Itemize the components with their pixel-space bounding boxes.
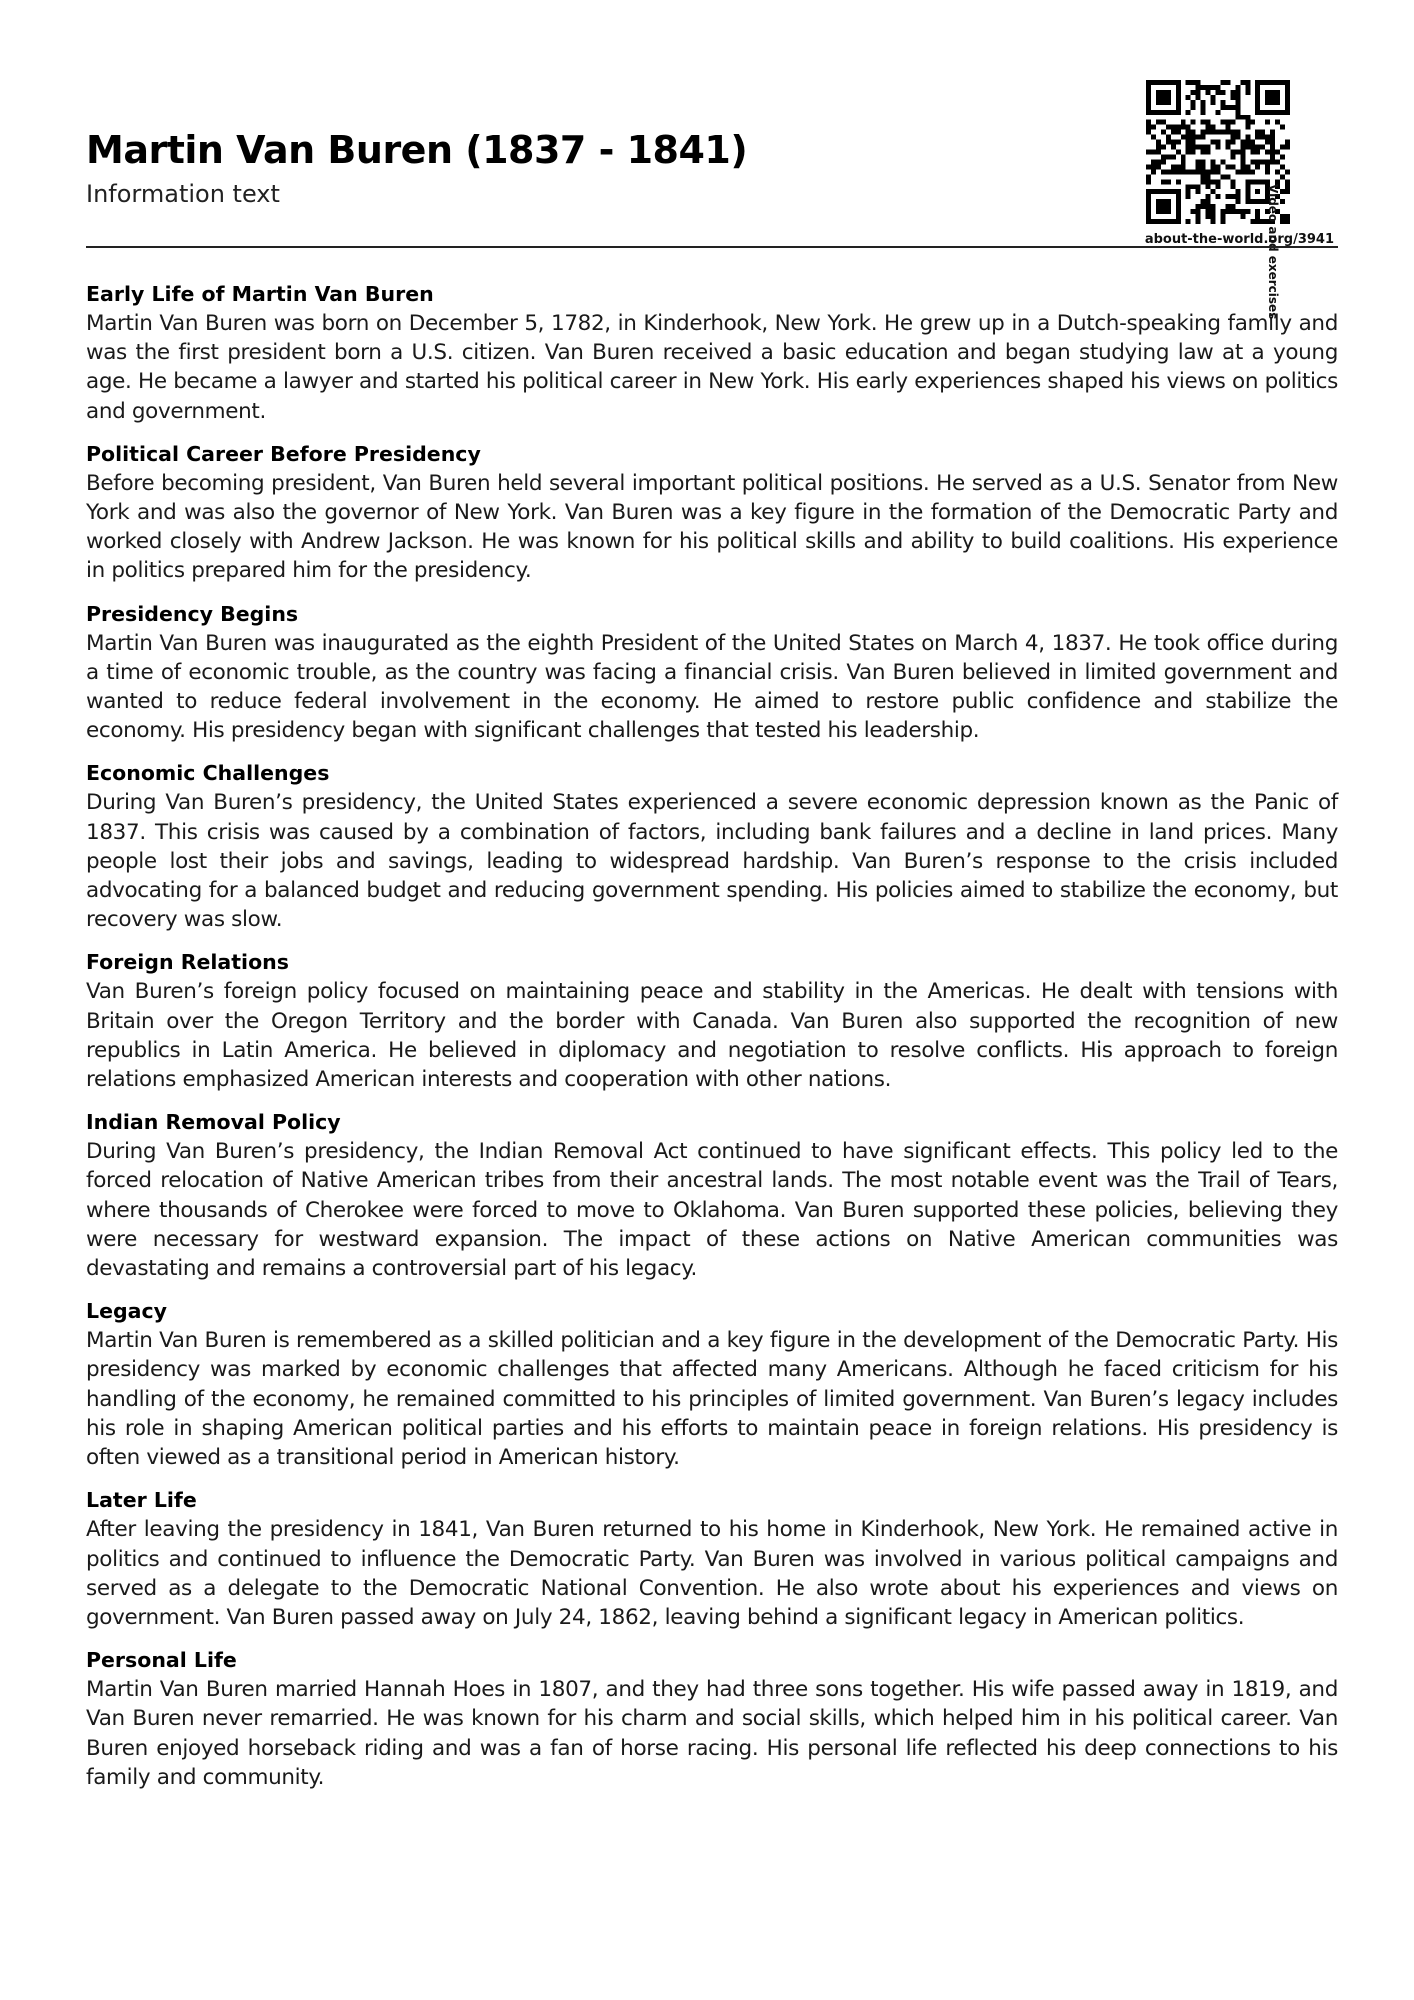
header-divider [86, 246, 1338, 248]
section-text: Before becoming president, Van Buren held several important political positions. He served as a U.S. Senator from New York and was also the governor of New York. Van Buren was a key figure in the formation of the Democratic Party and worked closely with Andrew Jackson. He was known for his political skills and ability to build coalitions. His experience in politics prepared him for the presidency. [86, 470, 1338, 584]
section-legacy [86, 1297, 1338, 1472]
section-heading: Political Career Before Presidency [86, 441, 481, 466]
section-heading: Later Life [86, 1488, 197, 1513]
section-heading: Legacy [86, 1299, 167, 1324]
section-foreign-relations [86, 948, 1338, 1094]
section-text: During Van Buren’s presidency, the United States experienced a severe economic depression known as the Panic of 1837. This crisis was caused by a combination of factors, including bank failures and a decline in land prices. Many people lost their jobs and savings, leading to widespread hardship. Van Buren’s response to the crisis included advocating for a balanced budget and reducing government spending. His policies aimed to stabilize the economy, but recovery was slow. [86, 790, 1338, 933]
section-heading: Indian Removal Policy [86, 1110, 341, 1135]
section-personal-life [86, 1646, 1338, 1792]
document-page [86, 0, 1338, 1790]
section-heading: Personal Life [86, 1648, 237, 1673]
page-subtitle: Information text [86, 180, 280, 208]
section-text: Martin Van Buren married Hannah Hoes in 1807, and they had three sons together. His wife passed away in 1819, and Van Buren never remarried. He was known for his charm and social skills, which helped him in his political career. Van Buren enjoyed horseback riding and was a fan of horse racing. His personal life reflected his deep connections to his family and community. [86, 1677, 1338, 1790]
section-presidency-begins [86, 600, 1338, 746]
article-body [86, 280, 1338, 1806]
section-text: After leaving the presidency in 1841, Van Buren returned to his home in Kinderhook, New York. He remained active in politics and continued to influence the Democratic Party. Van Buren was involved in various political campaigns and served as a delegate to the Democratic National Convention. He also wrote about his experiences and views on government. Van Buren passed away on July 24, 1862, leaving behind a significant legacy in American politics. [86, 1517, 1338, 1630]
section-heading: Early Life of Martin Van Buren [86, 282, 434, 306]
section-text: Martin Van Buren is remembered as a skilled politician and a key figure in the development of the Democratic Party. His presidency was marked by economic challenges that affected many Americans. Although he faced criticism for his handling of the economy, he remained committed to his principles of limited government. Van Buren’s legacy includes his role in shaping American political parties and his efforts to maintain peace in foreign relations. His presidency is often viewed as a transitional period in American history. [86, 1328, 1338, 1471]
section-economic-challenges [86, 759, 1338, 934]
section-text: During Van Buren’s presidency, the Indian Removal Act continued to have significant effects. This policy led to the forced relocation of Native American tribes from their ancestral lands. The most notable event was the Trail of Tears, where thousands of Cherokee were forced to move to Oklahoma. Van Buren supported these policies, believing they were necessary for westward expansion. The impact of these actions on Native American communities was devastating and remains a controversial part of his legacy. [86, 1139, 1338, 1282]
section-indian-removal-policy [86, 1108, 1338, 1283]
qr-side-label: Video and exercises [1266, 184, 1280, 320]
qr-url-link[interactable]: about-the-world.org/3941 [1144, 232, 1334, 247]
section-early-life [86, 280, 1338, 426]
section-text: Martin Van Buren was inaugurated as the eighth President of the United States on March 4, 1837. He took office during a time of economic trouble, as the country was facing a financial crisis. Van Buren believed in limited government and wanted to reduce federal involvement in the economy. He aimed to restore public confidence and stabilize the economy. His presidency began with significant challenges that tested his leadership. [86, 630, 1338, 744]
section-text: Van Buren’s foreign policy focused on maintaining peace and stability in the Americas. He dealt with tensions with Britain over the Oregon Territory and the border with Canada. Van Buren also supported the recognition of new republics in Latin America. He believed in diplomacy and negotiation to resolve conflicts. His approach to foreign relations emphasized American interests and cooperation with other nations. [86, 979, 1338, 1093]
section-heading: Foreign Relations [86, 950, 289, 975]
section-heading: Economic Challenges [86, 761, 330, 786]
section-text: Martin Van Buren was born on December 5, 1782, in Kinderhook, New York. He grew up in a Dutch-speaking family and was the first president born a U.S. citizen. Van Buren received a basic education and began studying law at a young age. He became a lawyer and started his political career in New York. His early experiences shaped his views on politics and government. [86, 311, 1338, 424]
section-heading: Presidency Begins [86, 601, 299, 626]
section-later-life [86, 1486, 1338, 1632]
page-title: Martin Van Buren (1837 - 1841) [86, 128, 748, 172]
section-political-career [86, 440, 1338, 586]
